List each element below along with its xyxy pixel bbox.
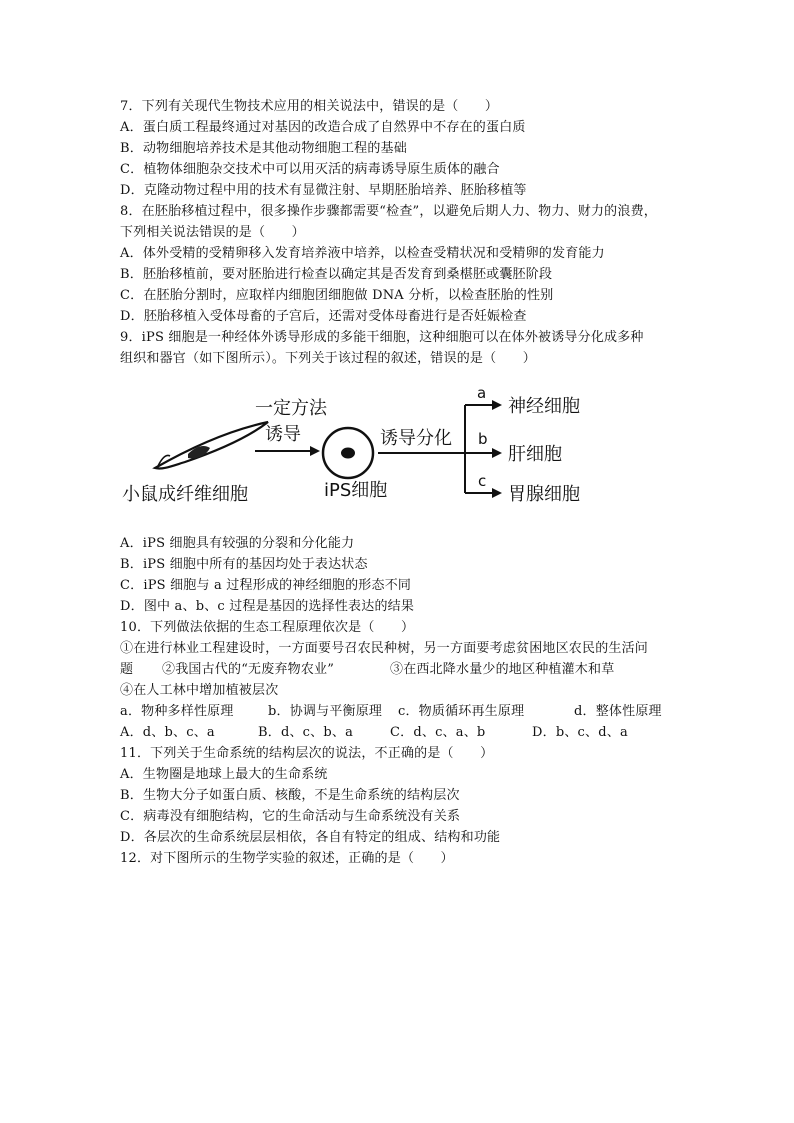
q10-item1-line1: ①在进行林业工程建设时，一方面要号召农民种树，另一方面要考虑贫困地区农民的生活问 bbox=[120, 641, 649, 656]
q7-option-c: C．植物体细胞杂交技术中可以用灭活的病毒诱导原生质体的融合 bbox=[120, 162, 500, 177]
q11-option-a: A．生物圈是地球上最大的生命系统 bbox=[120, 767, 328, 782]
q9-option-d: D．图中 a、b、c 过程是基因的选择性表达的结果 bbox=[120, 599, 415, 614]
q10-principle-b: b．协调与平衡原理 bbox=[268, 704, 383, 719]
label-target-b: 肝细胞 bbox=[508, 444, 562, 465]
label-branch-a: a bbox=[477, 384, 487, 402]
q11-option-c: C．病毒没有细胞结构，它的生命活动与生命系统没有关系 bbox=[120, 809, 461, 824]
q8-option-c: C．在胚胎分割时，应取样内细胞团细胞做 DNA 分析，以检查胚胎的性别 bbox=[120, 288, 554, 303]
q10-option-a: A．d、b、c、a bbox=[120, 725, 215, 740]
q10-principles-row bbox=[120, 702, 662, 722]
label-branch-c: c bbox=[478, 472, 487, 490]
q10-principle-d: d．整体性原理 bbox=[574, 704, 662, 719]
q8-option-d: D．胚胎移植入受体母畜的子宫后，还需对受体母畜进行是否妊娠检查 bbox=[120, 309, 527, 324]
q10-item4: ④在人工林中增加植被层次 bbox=[120, 683, 279, 698]
label-source-cell: 小鼠成纤维细胞 bbox=[122, 484, 248, 505]
arrow-branch-b-icon bbox=[465, 448, 502, 458]
diagram-svg bbox=[100, 378, 620, 508]
q7-option-b: B．动物细胞培养技术是其他动物细胞工程的基础 bbox=[120, 141, 407, 156]
arrow-induce-icon bbox=[255, 446, 320, 456]
q10-items-row bbox=[120, 660, 614, 680]
q10-option-d: D．b、c、d、a bbox=[532, 725, 628, 740]
q9-stem-line2: 组织和器官（如下图所示）。下列关于该过程的叙述，错误的是（ ） bbox=[120, 351, 536, 366]
q9-stem-line1: 9．iPS 细胞是一种经体外诱导形成的多能干细胞，这种细胞可以在体外被诱导分化成多种 bbox=[120, 330, 644, 345]
q8-stem-line1: 8．在胚胎移植过程中，很多操作步骤都需要“检查”，以避免后期人力、物力、财力的浪费， bbox=[120, 204, 657, 219]
ips-cell-icon bbox=[323, 428, 373, 478]
q9-option-c: C．iPS 细胞与 a 过程形成的神经细胞的形态不同 bbox=[120, 578, 412, 593]
q10-options-row bbox=[120, 723, 628, 743]
label-target-c: 胃腺细胞 bbox=[508, 484, 580, 505]
label-method: 一定方法 bbox=[255, 398, 327, 419]
q9-option-b: B．iPS 细胞中所有的基因均处于表达状态 bbox=[120, 557, 368, 572]
q10-principle-a: a．物种多样性原理 bbox=[120, 704, 234, 719]
q8-stem-line2: 下列相关说法错误的是（ ） bbox=[120, 225, 305, 240]
q10-item2: ②我国古代的“无废弃物农业” bbox=[162, 662, 335, 677]
label-target-a: 神经细胞 bbox=[508, 396, 580, 417]
q11-option-d: D．各层次的生命系统层层相依，各自有特定的组成、结构和功能 bbox=[120, 830, 501, 845]
q10-item3: ③在西北降水量少的地区种植灌木和草 bbox=[390, 662, 615, 677]
label-induce: 诱导 bbox=[265, 424, 301, 445]
fibroblast-cell-icon bbox=[155, 422, 268, 469]
q10-option-b: B．d、c、b、a bbox=[258, 725, 354, 740]
q7-stem: 7．下列有关现代生物技术应用的相关说法中，错误的是（ ） bbox=[120, 99, 499, 114]
q10-stem: 10．下列做法依据的生态工程原理依次是（ ） bbox=[120, 620, 415, 635]
q10-principle-c: c．物质循环再生原理 bbox=[398, 704, 525, 719]
q8-option-b: B．胚胎移植前，要对胚胎进行检查以确定其是否发育到桑椹胚或囊胚阶段 bbox=[120, 267, 553, 282]
label-branch-b: b bbox=[478, 430, 488, 448]
label-ips-cell: iPS细胞 bbox=[324, 480, 388, 501]
q8-option-a: A．体外受精的受精卵移入发育培养液中培养，以检查受精状况和受精卵的发育能力 bbox=[120, 246, 605, 261]
q10-item1-line2: 题 bbox=[120, 662, 134, 677]
q12-stem: 12．对下图所示的生物学实验的叙述，正确的是（ ） bbox=[120, 851, 454, 866]
q9-option-a: A．iPS 细胞具有较强的分裂和分化能力 bbox=[120, 536, 355, 551]
q11-option-b: B．生物大分子如蛋白质、核酸，不是生命系统的结构层次 bbox=[120, 788, 460, 803]
q7-option-d: D．克隆动物过程中用的技术有显微注射、早期胚胎培养、胚胎移植等 bbox=[120, 183, 527, 198]
q11-stem: 11．下列关于生命系统的结构层次的说法，不正确的是（ ） bbox=[120, 746, 494, 761]
q10-option-c: C．d、c、a、b bbox=[390, 725, 486, 740]
label-differentiate: 诱导分化 bbox=[380, 428, 452, 449]
ips-differentiation-diagram bbox=[100, 378, 620, 508]
q7-option-a: A．蛋白质工程最终通过对基因的改造合成了自然界中不存在的蛋白质 bbox=[120, 120, 526, 135]
